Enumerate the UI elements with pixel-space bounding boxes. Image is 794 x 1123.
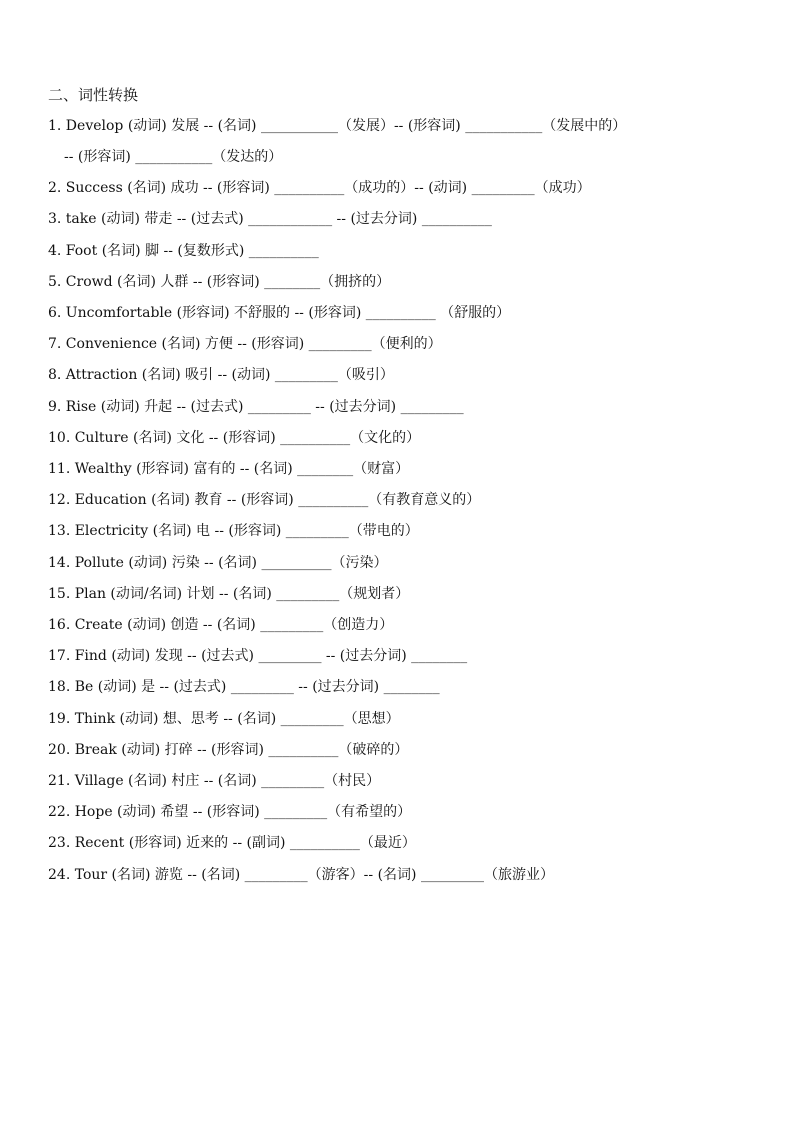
exercise-line-17: 17. Find (动词) 发现 -- (过去式) _________ -- (过去分词) ________ [48, 648, 468, 664]
exercise-line-4: 4. Foot (名词) 脚 -- (复数形式) __________ [48, 243, 319, 259]
exercise-line-12: 12. Education (名词) 教育 -- (形容词) __________（有教育意义的） [48, 492, 481, 508]
exercise-line-22: 22. Hope (动词) 希望 -- (形容词) _________（有希望的） [48, 804, 412, 820]
exercise-line-3: 3. take (动词) 带走 -- (过去式) ____________ -- (过去分词) __________ [48, 211, 492, 227]
exercise-line-16: 16. Create (动词) 创造 -- (名词) _________（创造力） [48, 617, 394, 633]
exercise-line-20: 20. Break (动词) 打碎 -- (形容词) __________（破碎的） [48, 742, 409, 758]
exercise-line-2: 2. Success (名词) 成功 -- (形容词) __________（成功的）-- (动词) _________（成功） [48, 180, 591, 196]
exercise-line-8: 8. Attraction (名词) 吸引 -- (动词) _________（吸引） [48, 367, 394, 383]
exercise-line-14: 14. Pollute (动词) 污染 -- (名词) __________（污染） [48, 555, 388, 571]
exercise-line-11: 11. Wealthy (形容词) 富有的 -- (名词) ________（财富） [48, 461, 410, 477]
exercise-line-24: 24. Tour (名词) 游览 -- (名词) _________（游客）-- (名词) _________（旅游业） [48, 867, 554, 883]
exercise-line-9: 9. Rise (动词) 升起 -- (过去式) _________ -- (过去分词) _________ [48, 399, 464, 415]
exercise-line-5: 5. Crowd (名词) 人群 -- (形容词) ________（拥挤的） [48, 274, 391, 290]
exercise-line-10: 10. Culture (名词) 文化 -- (形容词) __________（文化的） [48, 430, 421, 446]
exercise-line-23: 23. Recent (形容词) 近来的 -- (副词) __________（最近） [48, 835, 416, 851]
exercise-line-13: 13. Electricity (名词) 电 -- (形容词) _________（带电的） [48, 523, 419, 539]
exercise-line-6: 6. Uncomfortable (形容词) 不舒服的 -- (形容词) __________ （舒服的） [48, 305, 511, 321]
exercise-line-7: 7. Convenience (名词) 方便 -- (形容词) _________（便利的） [48, 336, 442, 352]
exercise-line-1-continued: -- (形容词) ___________（发达的） [64, 149, 283, 165]
exercise-line-1: 1. Develop (动词) 发展 -- (名词) ___________（发展）-- (形容词) ___________（发展中的） [48, 118, 627, 134]
section-title: 二、词性转换 [48, 86, 139, 104]
exercise-line-18: 18. Be (动词) 是 -- (过去式) _________ -- (过去分词) ________ [48, 679, 440, 695]
exercise-line-21: 21. Village (名词) 村庄 -- (名词) _________（村民） [48, 773, 381, 789]
exercise-line-15: 15. Plan (动词/名词) 计划 -- (名词) _________（规划者） [48, 586, 410, 602]
exercise-line-19: 19. Think (动词) 想、思考 -- (名词) _________（思想） [48, 711, 400, 727]
